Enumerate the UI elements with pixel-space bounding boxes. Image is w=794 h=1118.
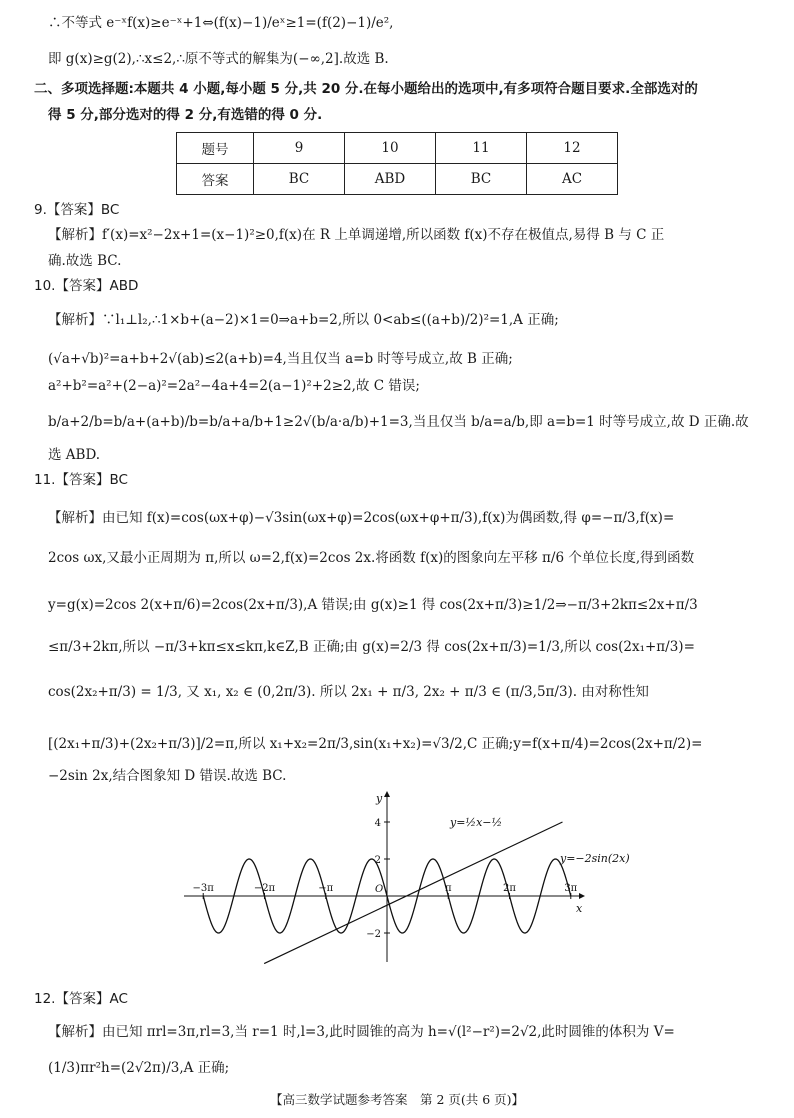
table-cell: 11 <box>436 133 527 164</box>
y-tick-label: 4 <box>374 818 381 829</box>
function-graph <box>180 788 630 968</box>
table-cell: AC <box>527 164 618 195</box>
text-line: 【解析】f′(x)=x²−2x+1=(x−1)²≥0,f(x)在 R 上单调递增,所以函数 f(x)不存在极值点,易得 B 与 C 正 <box>48 227 665 243</box>
table-cell: 9 <box>254 133 345 164</box>
text-line: 确.故选 BC. <box>48 253 122 269</box>
question-11-answer: 11.【答案】BC <box>34 472 128 488</box>
x-tick-label: 2π <box>503 883 516 894</box>
table-cell: 10 <box>345 133 436 164</box>
question-9-answer: 9.【答案】BC <box>34 202 120 218</box>
x-tick-label: 3π <box>564 883 578 894</box>
line-label: y=½x−½ <box>450 816 503 829</box>
linear-line <box>264 822 562 964</box>
table-header-cell: 答案 <box>177 164 254 195</box>
curve-label: y=−2sin(2x) <box>560 852 630 865</box>
text-line: cos(2x₂+π/3) = 1/3, 又 x₁, x₂ ∈ (0,2π/3). 所以 2x₁ + π/3, 2x₂ + π/3 ∈ (π/3,5π/3). 由对称性知 <box>48 684 649 700</box>
page-footer: 【高三数学试题参考答案 第 2 页(共 6 页)】 <box>269 1092 525 1107</box>
text-line: (1/3)πr²h=(2√2π)/3,A 正确; <box>48 1060 230 1076</box>
text-line: 【解析】由已知 f(x)=cos(ωx+φ)−√3sin(ωx+φ)=2cos(ωx+φ+π/3),f(x)为偶函数,得 φ=−π/3,f(x)= <box>48 510 675 526</box>
text-line: −2sin 2x,结合图象知 D 错误.故选 BC. <box>48 768 287 784</box>
text-line: ∴不等式 e⁻ˣf(x)≥e⁻ˣ+1⇔(f(x)−1)/eˣ≥1=(f(2)−1)/e², <box>48 15 394 31</box>
table-row <box>177 133 618 164</box>
table-cell: BC <box>436 164 527 195</box>
section-title-cont: 得 5 分,部分选对的得 2 分,有选错的得 0 分. <box>48 107 323 123</box>
x-axis-label: x <box>576 902 583 915</box>
x-tick-label: −3π <box>192 883 214 894</box>
text-line: a²+b²=a²+(2−a)²=2a²−4a+4=2(a−1)²+2≥2,故 C 错误; <box>48 378 420 394</box>
question-10-answer: 10.【答案】ABD <box>34 278 139 294</box>
x-tick-label: −π <box>318 883 334 894</box>
text-line: y=g(x)=2cos 2(x+π/6)=2cos(2x+π/3),A 错误;由 g(x)≥1 得 cos(2x+π/3)≥1/2⇒−π/3+2kπ≤2x+π/3 <box>48 597 698 613</box>
table-row <box>177 164 618 195</box>
text-line: 【解析】∵l₁⊥l₂,∴1×b+(a−2)×1=0⇒a+b=2,所以 0<ab≤((a+b)/2)²=1,A 正确; <box>48 312 559 328</box>
table-cell: ABD <box>345 164 436 195</box>
table-cell: 12 <box>527 133 618 164</box>
table-header-cell: 题号 <box>177 133 254 164</box>
section-title: 二、多项选择题:本题共 4 小题,每小题 5 分,共 20 分.在每小题给出的选项中,有多项符合题目要求.全部选对的 <box>34 81 698 97</box>
answer-table <box>176 132 618 195</box>
x-tick-label: π <box>444 883 452 894</box>
origin-label: O <box>375 884 384 895</box>
text-line: 【解析】由已知 πrl=3π,rl=3,当 r=1 时,l=3,此时圆锥的高为 h=√(l²−r²)=2√2,此时圆锥的体积为 V= <box>48 1024 675 1040</box>
text-line: 选 ABD. <box>48 447 101 463</box>
x-tick-label: −2π <box>253 883 276 894</box>
text-line: ≤π/3+2kπ,所以 −π/3+kπ≤x≤kπ,k∈Z,B 正确;由 g(x)=2/3 得 cos(2x+π/3)=1/3,所以 cos(2x₁+π/3)= <box>48 639 695 655</box>
text-line: [(2x₁+π/3)+(2x₂+π/3)]/2=π,所以 x₁+x₂=2π/3,sin(x₁+x₂)=√3/2,C 正确;y=f(x+π/4)=2cos(2x+π/2)= <box>48 736 703 752</box>
text-line: b/a+2/b=b/a+(a+b)/b=b/a+a/b+1≥2√(b/a·a/b)+1=3,当且仅当 b/a=a/b,即 a=b=1 时等号成立,故 D 正确.故 <box>48 414 749 430</box>
text-line: 2cos ωx,又最小正周期为 π,所以 ω=2,f(x)=2cos 2x.将函数 f(x)的图象向左平移 π/6 个单位长度,得到函数 <box>48 550 695 566</box>
question-12-answer: 12.【答案】AC <box>34 991 128 1007</box>
y-tick-label: −2 <box>366 929 381 940</box>
text-line: 即 g(x)≥g(2),∴x≤2,∴原不等式的解集为(−∞,2].故选 B. <box>48 51 389 67</box>
y-tick-label: 2 <box>374 855 381 866</box>
text-line: (√a+√b)²=a+b+2√(ab)≤2(a+b)=4,当且仅当 a=b 时等号成立,故 B 正确; <box>48 351 513 367</box>
y-axis-label: y <box>376 792 383 805</box>
table-cell: BC <box>254 164 345 195</box>
